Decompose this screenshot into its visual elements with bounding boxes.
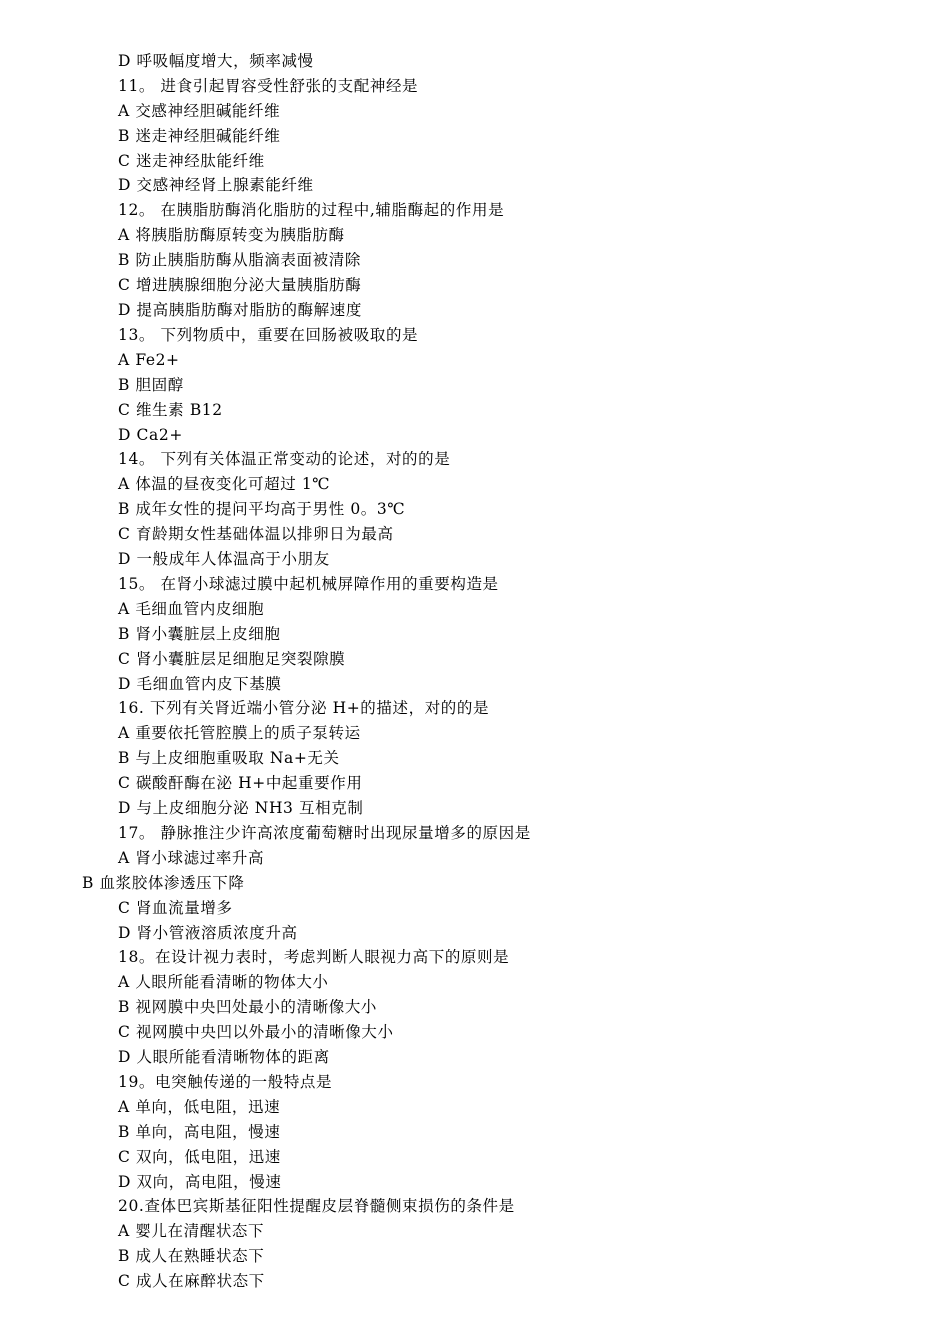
option-13d: D Ca2+	[118, 426, 183, 444]
option-18d: D 人眼所能看清晰物体的距离	[118, 1048, 330, 1066]
option-11d: D 交感神经肾上腺素能纤维	[118, 176, 314, 194]
option-16d: D 与上皮细胞分泌 NH3 互相克制	[118, 799, 364, 817]
option-17a: A 肾小球滤过率升高	[118, 849, 265, 867]
option-18b: B 视网膜中央凹处最小的清晰像大小	[118, 998, 378, 1016]
option-16c: C 碳酸酐酶在泌 H+中起重要作用	[118, 774, 363, 792]
option-15a: A 毛细血管内皮细胞	[118, 600, 265, 618]
option-20a: A 婴儿在清醒状态下	[118, 1222, 265, 1240]
option-11c: C 迷走神经肽能纤维	[118, 152, 265, 170]
question-13: 13。 下列物质中，重要在回肠被吸取的是	[118, 326, 419, 344]
option-11b: B 迷走神经胆碱能纤维	[118, 127, 281, 145]
option-13c: C 维生素 B12	[118, 401, 223, 419]
question-19: 19。电突触传递的一般特点是	[118, 1073, 333, 1091]
option-14c: C 育龄期女性基础体温以排卵日为最高	[118, 525, 394, 543]
option-16a: A 重要依托管腔膜上的质子泵转运	[118, 724, 361, 742]
question-14: 14。 下列有关体温正常变动的论述，对的的是	[118, 450, 451, 468]
question-12: 12。 在胰脂肪酶消化脂肪的过程中,辅脂酶起的作用是	[118, 201, 505, 219]
option-18c: C 视网膜中央凹以外最小的清晰像大小	[118, 1023, 394, 1041]
option-19b: B 单向，高电阻，慢速	[118, 1123, 281, 1141]
option-12c: C 增进胰腺细胞分泌大量胰脂肪酶	[118, 276, 362, 294]
question-17: 17。 静脉推注少许高浓度葡萄糖时出现尿量增多的原因是	[118, 824, 531, 842]
option-17b: B 血浆胶体渗透压下降	[82, 874, 245, 892]
question-18: 18。在设计视力表时，考虑判断人眼视力高下的原则是	[118, 948, 510, 966]
option-12d: D 提高胰脂肪酶对脂肪的酶解速度	[118, 301, 362, 319]
option-15c: C 肾小囊脏层足细胞足突裂隙膜	[118, 650, 346, 668]
option-12a: A 将胰脂肪酶原转变为胰脂肪酶	[118, 226, 345, 244]
option-15d: D 毛细血管内皮下基膜	[118, 675, 282, 693]
option-19d: D 双向，高电阻，慢速	[118, 1173, 282, 1191]
option-13a: A Fe2+	[118, 351, 180, 369]
option-20b: B 成人在熟睡状态下	[118, 1247, 265, 1265]
question-16: 16. 下列有关肾近端小管分泌 H+的描述，对的的是	[118, 699, 490, 717]
option-13b: B 胆固醇	[118, 376, 184, 394]
option-14b: B 成年女性的提问平均高于男性 0。3℃	[118, 500, 406, 518]
option-10d: D 呼吸幅度增大，频率减慢	[118, 52, 314, 70]
option-14d: D 一般成年人体温高于小朋友	[118, 550, 330, 568]
option-15b: B 肾小囊脏层上皮细胞	[118, 625, 281, 643]
option-19a: A 单向，低电阻，迅速	[118, 1098, 281, 1116]
option-12b: B 防止胰脂肪酶从脂滴表面被清除	[118, 251, 361, 269]
option-14a: A 体温的昼夜变化可超过 1℃	[118, 475, 331, 493]
question-15: 15。 在肾小球滤过膜中起机械屏障作用的重要构造是	[118, 575, 499, 593]
option-16b: B 与上皮细胞重吸取 Na+无关	[118, 749, 340, 767]
option-19c: C 双向，低电阻，迅速	[118, 1148, 281, 1166]
option-20c: C 成人在麻醉状态下	[118, 1272, 265, 1290]
question-11: 11。 进食引起胃容受性舒张的支配神经是	[118, 77, 419, 95]
option-18a: A 人眼所能看清晰的物体大小	[118, 973, 329, 991]
option-17c: C 肾血流量增多	[118, 899, 233, 917]
option-11a: A 交感神经胆碱能纤维	[118, 102, 281, 120]
option-17d: D 肾小管液溶质浓度升高	[118, 924, 298, 942]
question-20: 20.查体巴宾斯基征阳性提醒皮层脊髓侧束损伤的条件是	[118, 1197, 515, 1215]
